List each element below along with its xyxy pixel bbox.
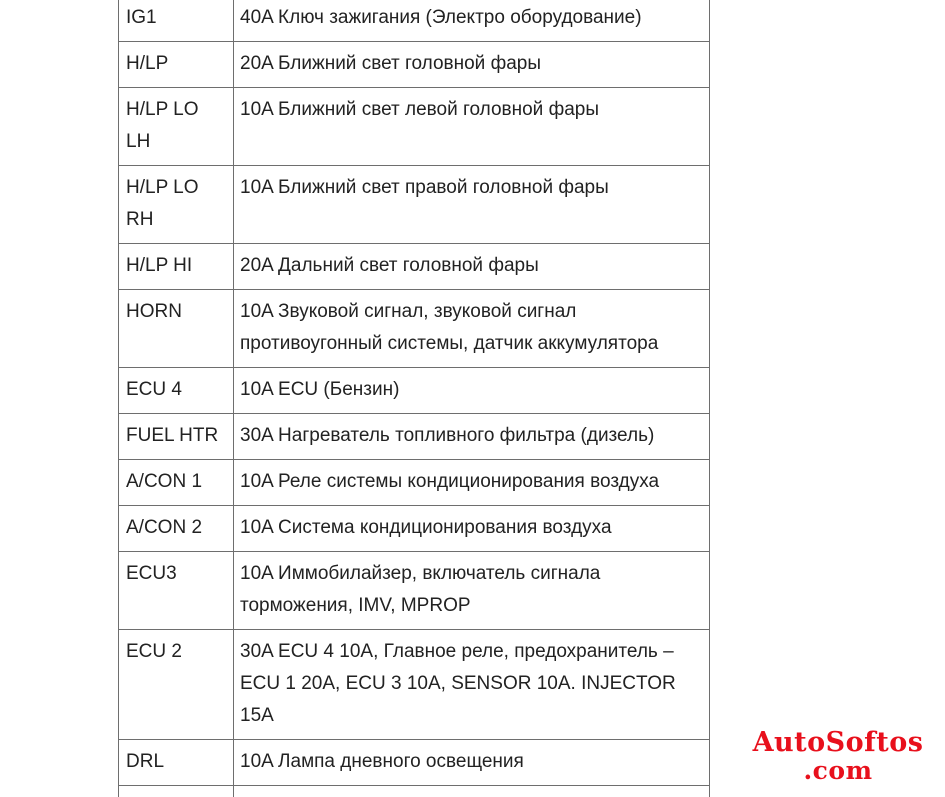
fuse-description-cell: 30A Нагреватель топливного фильтра (дизель) xyxy=(234,414,710,460)
table-row xyxy=(119,552,710,630)
fuse-description-cell: 10A Ближний свет левой головной фары xyxy=(234,88,710,166)
table-row xyxy=(119,740,710,786)
table-row xyxy=(119,0,710,42)
table-row-partial-bottom xyxy=(119,786,710,797)
fuse-description-cell: 10A Иммобилайзер, включатель сигнала торможения, IMV, MPROP xyxy=(234,552,710,630)
fuse-description-cell: 20A Ближний свет головной фары xyxy=(234,42,710,88)
table-row xyxy=(119,414,710,460)
fuse-name-cell: HORN xyxy=(119,290,234,368)
fuse-description-cell: 30A ECU 4 10A, Главное реле, предохранитель – ECU 1 20A, ECU 3 10A, SENSOR 10A. INJECTOR 15A xyxy=(234,630,710,740)
table-cell-empty xyxy=(234,786,710,797)
fuse-description-cell: 10A ECU (Бензин) xyxy=(234,368,710,414)
fuse-name-cell: IG1 xyxy=(119,0,234,42)
fuse-table-container xyxy=(118,0,709,797)
fuse-description-cell: 10A Реле системы кондиционирования воздуха xyxy=(234,460,710,506)
fuse-description-cell: 20A Дальний свет головной фары xyxy=(234,244,710,290)
fuse-name-cell: H/LP LO RH xyxy=(119,166,234,244)
fuse-name-cell: A/CON 2 xyxy=(119,506,234,552)
fuse-description-cell: 10A Ближний свет правой головной фары xyxy=(234,166,710,244)
table-row xyxy=(119,244,710,290)
fuse-name-cell: ECU3 xyxy=(119,552,234,630)
table-row xyxy=(119,630,710,740)
table-cell-empty xyxy=(119,786,234,797)
table-row xyxy=(119,290,710,368)
table-row xyxy=(119,166,710,244)
table-row xyxy=(119,368,710,414)
fuse-table-body xyxy=(119,0,710,797)
fuse-name-cell: FUEL HTR xyxy=(119,414,234,460)
fuse-name-cell: DRL xyxy=(119,740,234,786)
fuse-name-cell: ECU 4 xyxy=(119,368,234,414)
fuse-name-cell: ECU 2 xyxy=(119,630,234,740)
fuse-name-cell: H/LP LO LH xyxy=(119,88,234,166)
fuse-description-cell: 10A Система кондиционирования воздуха xyxy=(234,506,710,552)
fuse-name-cell: H/LP xyxy=(119,42,234,88)
fuse-description-cell: 10A Лампа дневного освещения xyxy=(234,740,710,786)
table-row xyxy=(119,88,710,166)
table-row xyxy=(119,42,710,88)
fuse-table xyxy=(118,0,710,797)
fuse-description-cell: 10A Звуковой сигнал, звуковой сигнал противоугонный системы, датчик аккумулятора xyxy=(234,290,710,368)
site-watermark-logo xyxy=(738,728,938,786)
table-row xyxy=(119,506,710,552)
watermark-line-1: AutoSoftos xyxy=(752,727,924,758)
watermark-line-2: .com xyxy=(803,756,873,785)
table-row xyxy=(119,460,710,506)
fuse-name-cell: H/LP HI xyxy=(119,244,234,290)
fuse-name-cell: A/CON 1 xyxy=(119,460,234,506)
fuse-description-cell: 40A Ключ зажигания (Электро оборудование) xyxy=(234,0,710,42)
